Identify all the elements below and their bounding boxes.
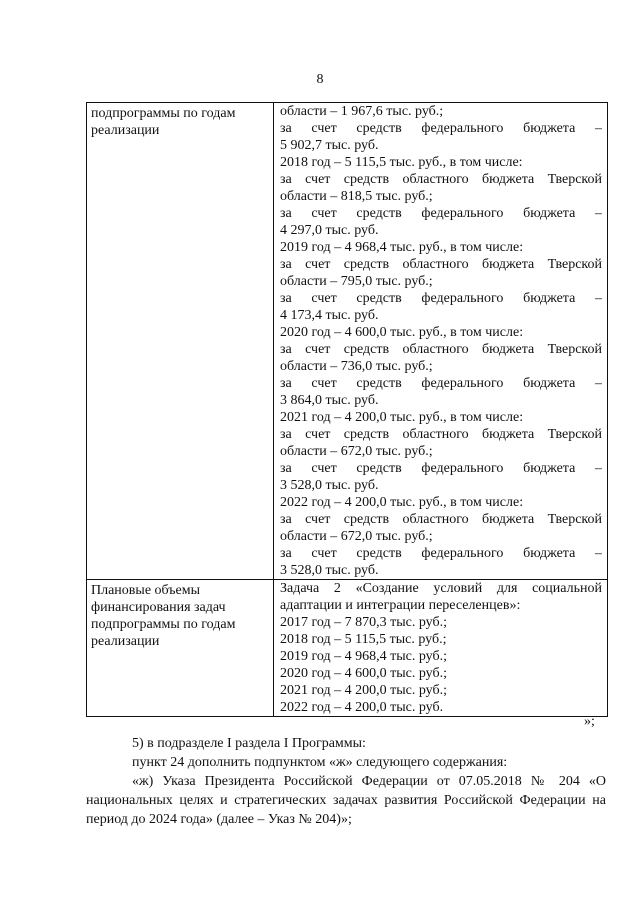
row-values bbox=[274, 580, 607, 716]
value-line: за счет средств областного бюджета Тверской bbox=[280, 512, 602, 527]
value-line: 2021 год – 4 200,0 тыс. руб.; bbox=[280, 683, 447, 698]
value-line: 2021 год – 4 200,0 тыс. руб., в том числе: bbox=[280, 410, 524, 425]
table-cell-label bbox=[87, 103, 274, 580]
value-line: за счет средств областного бюджета Тверской bbox=[280, 342, 602, 357]
value-line: 2019 год – 4 968,4 тыс. руб.; bbox=[280, 649, 447, 664]
table-row bbox=[87, 580, 608, 717]
value-line: области – 818,5 тыс. руб.; bbox=[280, 189, 433, 204]
value-line: 2020 год – 4 600,0 тыс. руб.; bbox=[280, 666, 447, 681]
value-line: за счет средств областного бюджета Тверской bbox=[280, 427, 602, 442]
paragraph: 5) в подразделе I раздела I Программы: bbox=[132, 736, 366, 751]
table-cell-values bbox=[274, 580, 608, 717]
value-line: 4 297,0 тыс. руб. bbox=[280, 223, 379, 238]
value-line: области – 672,0 тыс. руб.; bbox=[280, 444, 433, 459]
value-line: 2022 год – 4 200,0 тыс. руб. bbox=[280, 700, 444, 715]
value-line: 2022 год – 4 200,0 тыс. руб., в том числе: bbox=[280, 495, 524, 510]
value-line: за счет средств федерального бюджета – bbox=[280, 121, 602, 136]
value-line: 3 528,0 тыс. руб. bbox=[280, 563, 379, 578]
value-line: за счет средств федерального бюджета – bbox=[280, 291, 602, 306]
value-line: 2017 год – 7 870,3 тыс. руб.; bbox=[280, 615, 447, 630]
table-cell-values bbox=[274, 103, 608, 580]
value-line: 2018 год – 5 115,5 тыс. руб.; bbox=[280, 632, 447, 647]
row-values bbox=[274, 103, 607, 579]
value-line: за счет средств областного бюджета Тверской bbox=[280, 257, 602, 272]
value-line: 2018 год – 5 115,5 тыс. руб., в том числе: bbox=[280, 155, 523, 170]
funding-table bbox=[86, 102, 608, 717]
paragraph: «ж) Указа Президента Российской Федерации от 07.05.2018 № 204 «О национальных целях и стратегических задачах развития Российской Федерации на период до 2024 года» (далее – Указ № 204)»; bbox=[86, 774, 606, 827]
value-line: за счет средств областного бюджета Тверской bbox=[280, 172, 602, 187]
value-line: за счет средств федерального бюджета – bbox=[280, 206, 602, 221]
value-line: 5 902,7 тыс. руб. bbox=[280, 138, 379, 153]
table-cell-label bbox=[87, 580, 274, 717]
paragraph: пункт 24 дополнить подпунктом «ж» следующего содержания: bbox=[132, 755, 508, 770]
closing-quote-mark: »; bbox=[584, 714, 595, 729]
value-line: за счет средств федерального бюджета – bbox=[280, 461, 602, 476]
value-line: адаптации и интеграции переселенцев»: bbox=[280, 598, 521, 613]
value-line: 3 528,0 тыс. руб. bbox=[280, 478, 379, 493]
value-line: за счет средств федерального бюджета – bbox=[280, 546, 602, 561]
row-label: подпрограммы по годам реализации bbox=[91, 106, 236, 138]
page-number: 8 bbox=[316, 72, 324, 87]
value-line: за счет средств федерального бюджета – bbox=[280, 376, 602, 391]
value-line: области – 672,0 тыс. руб.; bbox=[280, 529, 433, 544]
value-line: 2019 год – 4 968,4 тыс. руб., в том числе: bbox=[280, 240, 524, 255]
value-line: 4 173,4 тыс. руб. bbox=[280, 308, 379, 323]
value-line: области – 1 967,6 тыс. руб.; bbox=[280, 104, 444, 119]
value-line: области – 736,0 тыс. руб.; bbox=[280, 359, 433, 374]
value-line: области – 795,0 тыс. руб.; bbox=[280, 274, 433, 289]
value-line: 3 864,0 тыс. руб. bbox=[280, 393, 379, 408]
table-row bbox=[87, 103, 608, 580]
value-line: 2020 год – 4 600,0 тыс. руб., в том числе: bbox=[280, 325, 524, 340]
row-label: Плановые объемы финансирования задач подпрограммы по годам реализации bbox=[91, 583, 236, 649]
value-line: Задача 2 «Создание условий для социальной bbox=[280, 581, 602, 596]
